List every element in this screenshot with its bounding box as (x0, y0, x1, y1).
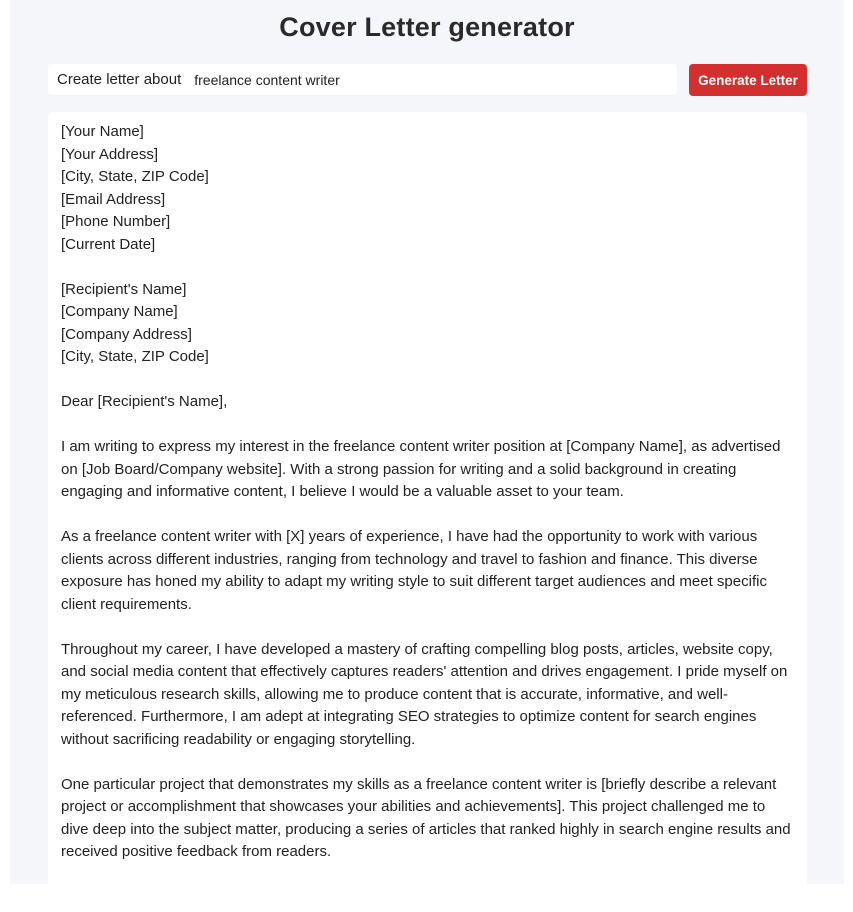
letter-blank-line (61, 504, 794, 527)
letter-blank-line (61, 256, 794, 279)
topic-input[interactable] (194, 66, 654, 94)
letter-line: on [Job Board/Company website]. With a strong passion for writing and a solid background in creating (61, 460, 737, 478)
letter-output[interactable] (48, 112, 807, 912)
letter-line: [Company Address] (61, 325, 192, 343)
topic-label: Create letter about (57, 71, 182, 88)
letter-blank-line (61, 616, 794, 639)
letter-line: engaging and informative content, I believe I would be a valuable asset to your team. (61, 483, 624, 500)
letter-line: and social media content that effectively captures readers' attention and drives engagement. I pride myself on (61, 663, 788, 680)
letter-line: [Company Name] (61, 303, 178, 320)
letter-line: my meticulous research skills, allowing me to produce content that is accurate, informative, and well- (61, 685, 728, 703)
letter-line: referenced. Furthermore, I am adept at integrating SEO strategies to optimize content for search engines (61, 708, 757, 725)
letter-line: [Phone Number] (61, 213, 171, 230)
letter-line: client requirements. (61, 595, 192, 613)
letter-line: [Current Date] (61, 235, 156, 253)
letter-line: clients across different industries, ranging from technology and travel to fashion and finance. This diverse (61, 550, 758, 568)
letter-line: without sacrificing readability or engaging storytelling. (61, 730, 416, 748)
letter-blank-line (61, 414, 794, 437)
page-title: Cover Letter generator (279, 12, 575, 42)
letter-line: [Your Address] (61, 145, 159, 163)
app-container (10, 0, 844, 884)
letter-line: Dear [Recipient's Name], (61, 393, 228, 410)
letter-line: received positive feedback from readers. (61, 843, 332, 860)
letter-blank-line (61, 751, 794, 774)
generate-letter-button[interactable]: Generate Letter (689, 64, 807, 96)
letter-line: [City, State, ZIP Code] (61, 168, 209, 185)
letter-blank-line (61, 369, 794, 392)
letter-line: As a freelance content writer with [X] years of experience, I have had the opportunity to work with various (61, 528, 758, 545)
letter-line: exposure has honed my ability to adapt my writing style to suit different target audiences and meet specific (61, 573, 767, 590)
letter-line: I am writing to express my interest in the freelance content writer position at [Company Name], as advertised (61, 438, 781, 455)
letter-line: dive deep into the subject matter, producing a series of articles that ranked highly in search engine results and (61, 820, 791, 838)
letter-line: One particular project that demonstrates my skills as a freelance content writer is [briefly describe a relevant (61, 775, 777, 793)
letter-line: [Your Name] (61, 123, 144, 140)
letter-line: [Email Address] (61, 190, 166, 208)
letter-line: [Recipient's Name] (61, 280, 187, 298)
letter-line: project or accomplishment that showcases your abilities and achievements]. This project challenged me to (61, 798, 766, 815)
letter-line: [City, State, ZIP Code] (61, 348, 209, 365)
topic-input-group (48, 64, 677, 95)
letter-line: Throughout my career, I have developed a mastery of crafting compelling blog posts, articles, website copy, (61, 640, 773, 658)
